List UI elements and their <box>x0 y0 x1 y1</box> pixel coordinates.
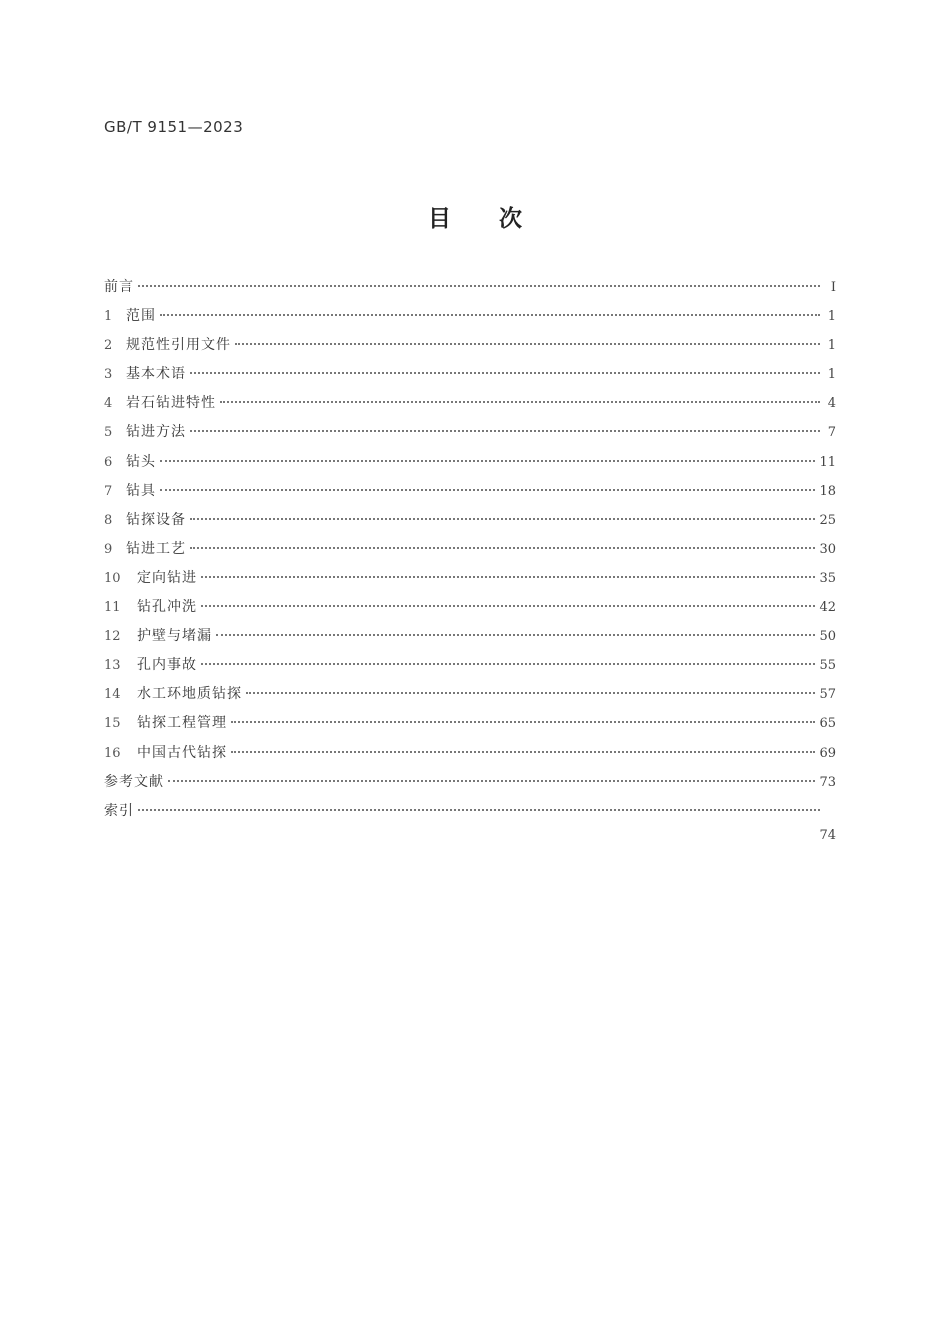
toc-entry-label: 钻进工艺 <box>126 540 186 557</box>
toc-leader-dots <box>190 517 815 520</box>
toc-entry-number: 11 <box>104 600 121 616</box>
toc-leader-dots <box>235 342 820 345</box>
toc-entry-label: 钻探工程管理 <box>137 715 227 732</box>
toc-entry-page: 55 <box>819 658 836 674</box>
toc-entry-label: 规范性引用文件 <box>126 337 231 354</box>
toc-leader-dots <box>220 400 820 403</box>
toc-entry-number: 12 <box>104 629 121 645</box>
toc-entry[interactable] <box>104 363 836 392</box>
toc-title: 目次 <box>428 206 570 232</box>
toc-entry-label: 护壁与堵漏 <box>137 628 212 645</box>
toc-leader-dots <box>201 575 815 578</box>
toc-entry-label: 钻具 <box>126 482 156 499</box>
toc-entry-page: 11 <box>819 454 836 470</box>
toc-leader-dots <box>201 604 815 607</box>
toc-entry-label: 孔内事故 <box>137 657 197 674</box>
standard-code: GB/T 9151—2023 <box>104 118 244 136</box>
toc-leader-dots <box>231 750 815 753</box>
toc-entry-number: 8 <box>104 512 113 528</box>
toc-leader-dots <box>190 429 820 432</box>
toc-entry[interactable] <box>104 567 836 596</box>
toc-entry-page: 65 <box>819 716 836 732</box>
toc-leader-dots <box>160 459 815 462</box>
toc-entry-number: 4 <box>104 396 113 412</box>
toc-entry-page: 1 <box>827 338 836 354</box>
toc-entry-page: 1 <box>827 367 836 383</box>
toc-entry[interactable] <box>104 800 836 829</box>
toc-entry-label: 钻探设备 <box>126 511 186 528</box>
toc-entry-label: 钻孔冲洗 <box>137 599 197 616</box>
toc-entry[interactable] <box>104 596 836 625</box>
toc-list <box>104 276 836 829</box>
toc-entry[interactable] <box>104 392 836 421</box>
toc-entry[interactable] <box>104 276 836 305</box>
toc-leader-dots <box>190 546 815 549</box>
toc-entry-page: 42 <box>819 600 836 616</box>
toc-leader-dots <box>138 808 820 811</box>
toc-leader-dots <box>168 779 815 782</box>
toc-entry-number: 15 <box>104 716 121 732</box>
toc-entry-page: 30 <box>819 541 836 557</box>
toc-entry-label: 前言 <box>104 279 134 295</box>
toc-entry[interactable] <box>104 712 836 741</box>
toc-leader-dots <box>190 371 820 374</box>
toc-entry-number: 3 <box>104 367 113 383</box>
toc-trailing-page-number: 74 <box>819 828 836 843</box>
toc-entry-label: 定向钻进 <box>137 569 197 586</box>
toc-entry[interactable] <box>104 421 836 450</box>
toc-entry[interactable] <box>104 480 836 509</box>
toc-entry-label: 中国古代钻探 <box>137 744 227 761</box>
toc-entry[interactable] <box>104 538 836 567</box>
toc-entry-page: I <box>830 280 836 295</box>
toc-leader-dots <box>216 633 815 636</box>
toc-entry-label: 基本术语 <box>126 366 186 383</box>
toc-entry[interactable] <box>104 509 836 538</box>
toc-entry[interactable] <box>104 771 836 800</box>
toc-entry-number: 2 <box>104 338 113 354</box>
toc-entry-number: 1 <box>104 309 113 325</box>
toc-entry-page: 73 <box>819 774 836 790</box>
toc-entry-number: 13 <box>104 658 121 674</box>
toc-entry-number: 6 <box>104 454 113 470</box>
toc-entry-page: 35 <box>819 570 836 586</box>
toc-entry-label: 参考文献 <box>104 773 164 790</box>
toc-entry-number: 9 <box>104 541 113 557</box>
toc-entry-label: 索引 <box>104 802 134 819</box>
toc-entry-label: 钻头 <box>126 453 156 470</box>
toc-entry-page: 7 <box>827 425 836 441</box>
toc-entry-label: 范围 <box>126 308 156 325</box>
toc-entry-page: 18 <box>819 483 836 499</box>
toc-entry-label: 钻进方法 <box>126 424 186 441</box>
toc-entry[interactable] <box>104 742 836 771</box>
toc-leader-dots <box>160 313 820 316</box>
toc-leader-dots <box>246 691 815 694</box>
toc-leader-dots <box>160 488 815 491</box>
toc-entry-label: 岩石钻进特性 <box>126 395 216 412</box>
toc-entry-page: 57 <box>819 687 836 703</box>
toc-entry-page: 25 <box>819 512 836 528</box>
toc-entry-number: 14 <box>104 687 121 703</box>
toc-entry-page: 1 <box>827 309 836 325</box>
toc-entry-number: 16 <box>104 745 121 761</box>
toc-entry-number: 10 <box>104 570 121 586</box>
toc-entry[interactable] <box>104 683 836 712</box>
toc-entry-page: 69 <box>819 745 836 761</box>
toc-entry[interactable] <box>104 334 836 363</box>
toc-leader-dots <box>201 662 815 665</box>
toc-entry-number: 7 <box>104 483 113 499</box>
toc-leader-dots <box>231 720 815 723</box>
toc-entry-page: 50 <box>819 629 836 645</box>
toc-entry-number: 5 <box>104 425 113 441</box>
toc-entry[interactable] <box>104 654 836 683</box>
toc-entry-label: 水工环地质钻探 <box>137 686 242 703</box>
toc-leader-dots <box>138 284 820 287</box>
toc-entry[interactable] <box>104 625 836 654</box>
toc-entry-page: 4 <box>827 396 836 412</box>
toc-entry[interactable] <box>104 305 836 334</box>
toc-entry[interactable] <box>104 451 836 480</box>
